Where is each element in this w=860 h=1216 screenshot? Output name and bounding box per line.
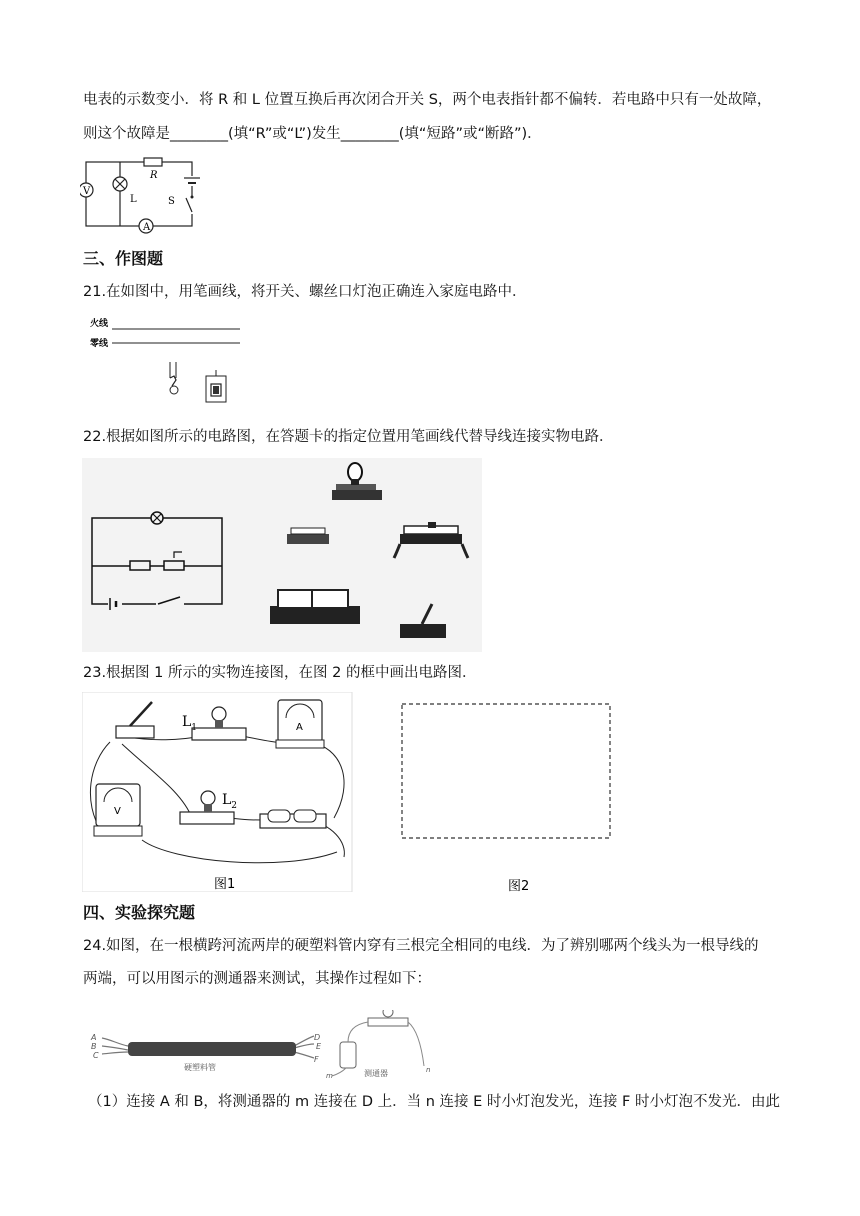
section-3-heading: 三、作图题 xyxy=(83,249,164,268)
end-B: B xyxy=(91,1042,97,1051)
end-D: D xyxy=(314,1033,321,1042)
voltmeter-V-label: V xyxy=(114,806,121,817)
voltmeter-label: V xyxy=(83,186,91,197)
q22-text: 22.根据如图所示的电路图，在答题卡的指定位置用笔画线代替导线连接实物电路． xyxy=(83,429,614,445)
q24-pipe-and-tester-figure xyxy=(88,1010,448,1086)
ammeter-A-label: A xyxy=(296,722,303,733)
end-A: A xyxy=(91,1033,97,1042)
section-4-heading: 四、实验探究题 xyxy=(83,903,196,922)
lamp-label: L xyxy=(130,194,137,205)
fig2-caption: 图2 xyxy=(508,879,530,892)
end-E: E xyxy=(316,1042,322,1051)
ammeter-label: A xyxy=(143,222,151,233)
q22-circuit-and-components-figure xyxy=(82,458,482,652)
L1-sub: 1 xyxy=(191,723,198,733)
q21-text: 21.在如图中，用笔画线，将开关、螺丝口灯泡正确连入家庭电路中． xyxy=(83,284,527,300)
pipe-label: 硬塑料管 xyxy=(184,1063,216,1072)
q20-text-line2: 则这个故障是________(填“R”或“L”)发生________(填“短路”或“断路”)． xyxy=(83,126,542,142)
q20-text-line1: 电表的示数变小．将 R 和 L 位置互换后再次闭合开关 S，两个电表指针都不偏转．若电路中只有一处故障， xyxy=(83,92,772,108)
q24-text-line2: 两端，可以用图示的测通器来测试，其操作过程如下： xyxy=(83,971,431,987)
end-C: C xyxy=(93,1051,99,1060)
switch-label: S xyxy=(168,196,175,207)
tester-m-label: m xyxy=(326,1072,333,1080)
L2-letter: L xyxy=(222,792,232,808)
tester-label: 测通器 xyxy=(364,1069,388,1078)
fire-wire-label: 火线 xyxy=(90,319,109,329)
resistor-label: R xyxy=(150,170,158,181)
q24-text-line1: 24.如图，在一根横跨河流两岸的硬塑料管内穿有三根完全相同的电线．为了辨别哪两个线头为一根导线的 xyxy=(83,938,759,954)
fig2-answer-box xyxy=(402,704,610,838)
q20-circuit-diagram xyxy=(80,156,200,234)
q21-home-circuit-figure xyxy=(84,312,244,408)
tester-n-label: n xyxy=(426,1066,431,1074)
L2-sub: 2 xyxy=(231,801,238,811)
q24-sub1-text: （1）连接 A 和 B，将测通器的 m 连接在 D 上．当 n 连接 E 时小灯泡发光，连接 F 时小灯泡不发光．由此 xyxy=(88,1094,780,1110)
zero-wire-label: 零线 xyxy=(90,339,109,349)
end-F: F xyxy=(314,1055,319,1064)
q23-figures xyxy=(82,692,612,892)
fig1-caption: 图1 xyxy=(214,877,236,892)
q23-text: 23.根据图 1 所示的实物连接图，在图 2 的框中画出电路图． xyxy=(83,665,477,681)
L1-letter: L xyxy=(182,714,192,730)
